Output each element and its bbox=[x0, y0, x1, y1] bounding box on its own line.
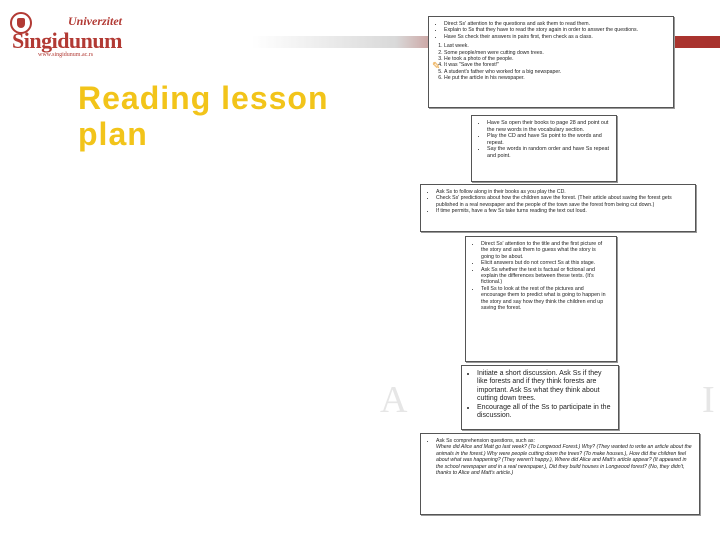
logo-main-text: Singidunum bbox=[12, 28, 122, 53]
lesson-card-discussion bbox=[461, 365, 619, 430]
page-title bbox=[78, 80, 398, 152]
card-bullet: • Ask Ss whether the text is factual or fictional and explain the differences between these texts. (It's fictional.) bbox=[481, 267, 610, 286]
card-bullet: • If time permits, have a few Ss take turns reading the text out loud. bbox=[436, 208, 689, 214]
logo-url: www.singidunum.ac.rs bbox=[38, 52, 94, 58]
card-bullet: • Check Ss' predictions about how the children save the forest. (Their article about saving the forest gets published in a real newspaper and the people of the town save the forest from being cut down.) bbox=[436, 195, 689, 208]
title-line-1: Reading lesson bbox=[78, 80, 329, 116]
card-bullet: • Initiate a short discussion. Ask Ss if they like forests and if they think forests are important. Ask Ss what they think about cutting down trees. bbox=[477, 370, 612, 404]
card-bullet: • Explain to Ss that they have to read the story again in order to answer the questions. bbox=[444, 27, 667, 33]
pencil-icon: ✎ bbox=[432, 61, 441, 72]
watermark-left: A bbox=[380, 379, 408, 421]
answer-item: 3. He took a photo of the people. bbox=[444, 56, 667, 62]
answer-list bbox=[435, 43, 667, 81]
card-bullet: • Direct Ss' attention to the title and the first picture of the story and ask them to guess what the story is going to be about. bbox=[481, 241, 610, 260]
card-bullet: • Encourage all of the Ss to participate in the discussion. bbox=[477, 404, 612, 421]
card-bullet bbox=[436, 438, 693, 476]
answer-item: 6. He put the article in his newspaper. bbox=[444, 75, 667, 81]
comprehension-questions: Where did Alice and Matt go last week? (To Longwood Forest.) Why? (They wanted to write an article about the animals in the forest.) Why were people cutting down the trees? (To make houses.), How did the children feel about what was happening? (They weren't happy.), Where did Alice and Matt's article appear? (It appeared in the school newspaper and in a real newspaper.), Did they build houses in Longwood forest? (No, they didn't, thanks to Alice and Matt's article.) bbox=[436, 444, 692, 477]
lesson-card-comprehension-check bbox=[428, 16, 674, 108]
answer-item: 4. It was "Save the forest!" bbox=[444, 62, 667, 68]
card-bullet-list bbox=[435, 21, 667, 40]
logo-top-text: Univerzitet bbox=[68, 14, 122, 28]
answer-item: 2. Some people/men were cutting down trees. bbox=[444, 50, 667, 56]
card-bullet-list bbox=[472, 241, 610, 311]
card-bullet: • Have Ss check their answers in pairs first, then check as a class. bbox=[444, 34, 667, 40]
card-bullet-list bbox=[427, 438, 693, 476]
card-bullet: • Elicit answers but do not correct Ss at this stage. bbox=[481, 260, 610, 266]
card-lead-text: Ask Ss comprehension questions, such as: bbox=[436, 438, 535, 444]
card-bullet: • Say the words in random order and have Ss repeat and point. bbox=[487, 146, 610, 159]
card-bullet: • Ask Ss to follow along in their books as you play the CD. bbox=[436, 189, 689, 195]
card-bullet: • Play the CD and have Ss point to the words and repeat. bbox=[487, 133, 610, 146]
lesson-card-prediction bbox=[465, 236, 617, 362]
answer-item: 1. Last week. bbox=[444, 43, 667, 49]
answer-item: 5. A student's father who worked for a big newspaper. bbox=[444, 69, 667, 75]
card-bullet: • Tell Ss to look at the rest of the pictures and encourage them to predict what is going to happen in the story and say how they think the children end up saving the forest. bbox=[481, 286, 610, 312]
card-bullet-list bbox=[478, 120, 610, 160]
university-logo bbox=[10, 12, 120, 56]
watermark-right: I bbox=[702, 379, 715, 421]
title-line-2: plan bbox=[78, 116, 148, 152]
card-bullet: • Have Ss open their books to page 28 and point out the new words in the vocabulary section. bbox=[487, 120, 610, 133]
lesson-card-listening bbox=[420, 184, 696, 232]
card-bullet-list bbox=[427, 189, 689, 215]
lesson-card-vocabulary bbox=[471, 115, 617, 182]
lesson-card-questions bbox=[420, 433, 700, 515]
card-bullet-list bbox=[468, 370, 612, 420]
card-bullet: • Direct Ss' attention to the questions and ask them to read them. bbox=[444, 21, 667, 27]
